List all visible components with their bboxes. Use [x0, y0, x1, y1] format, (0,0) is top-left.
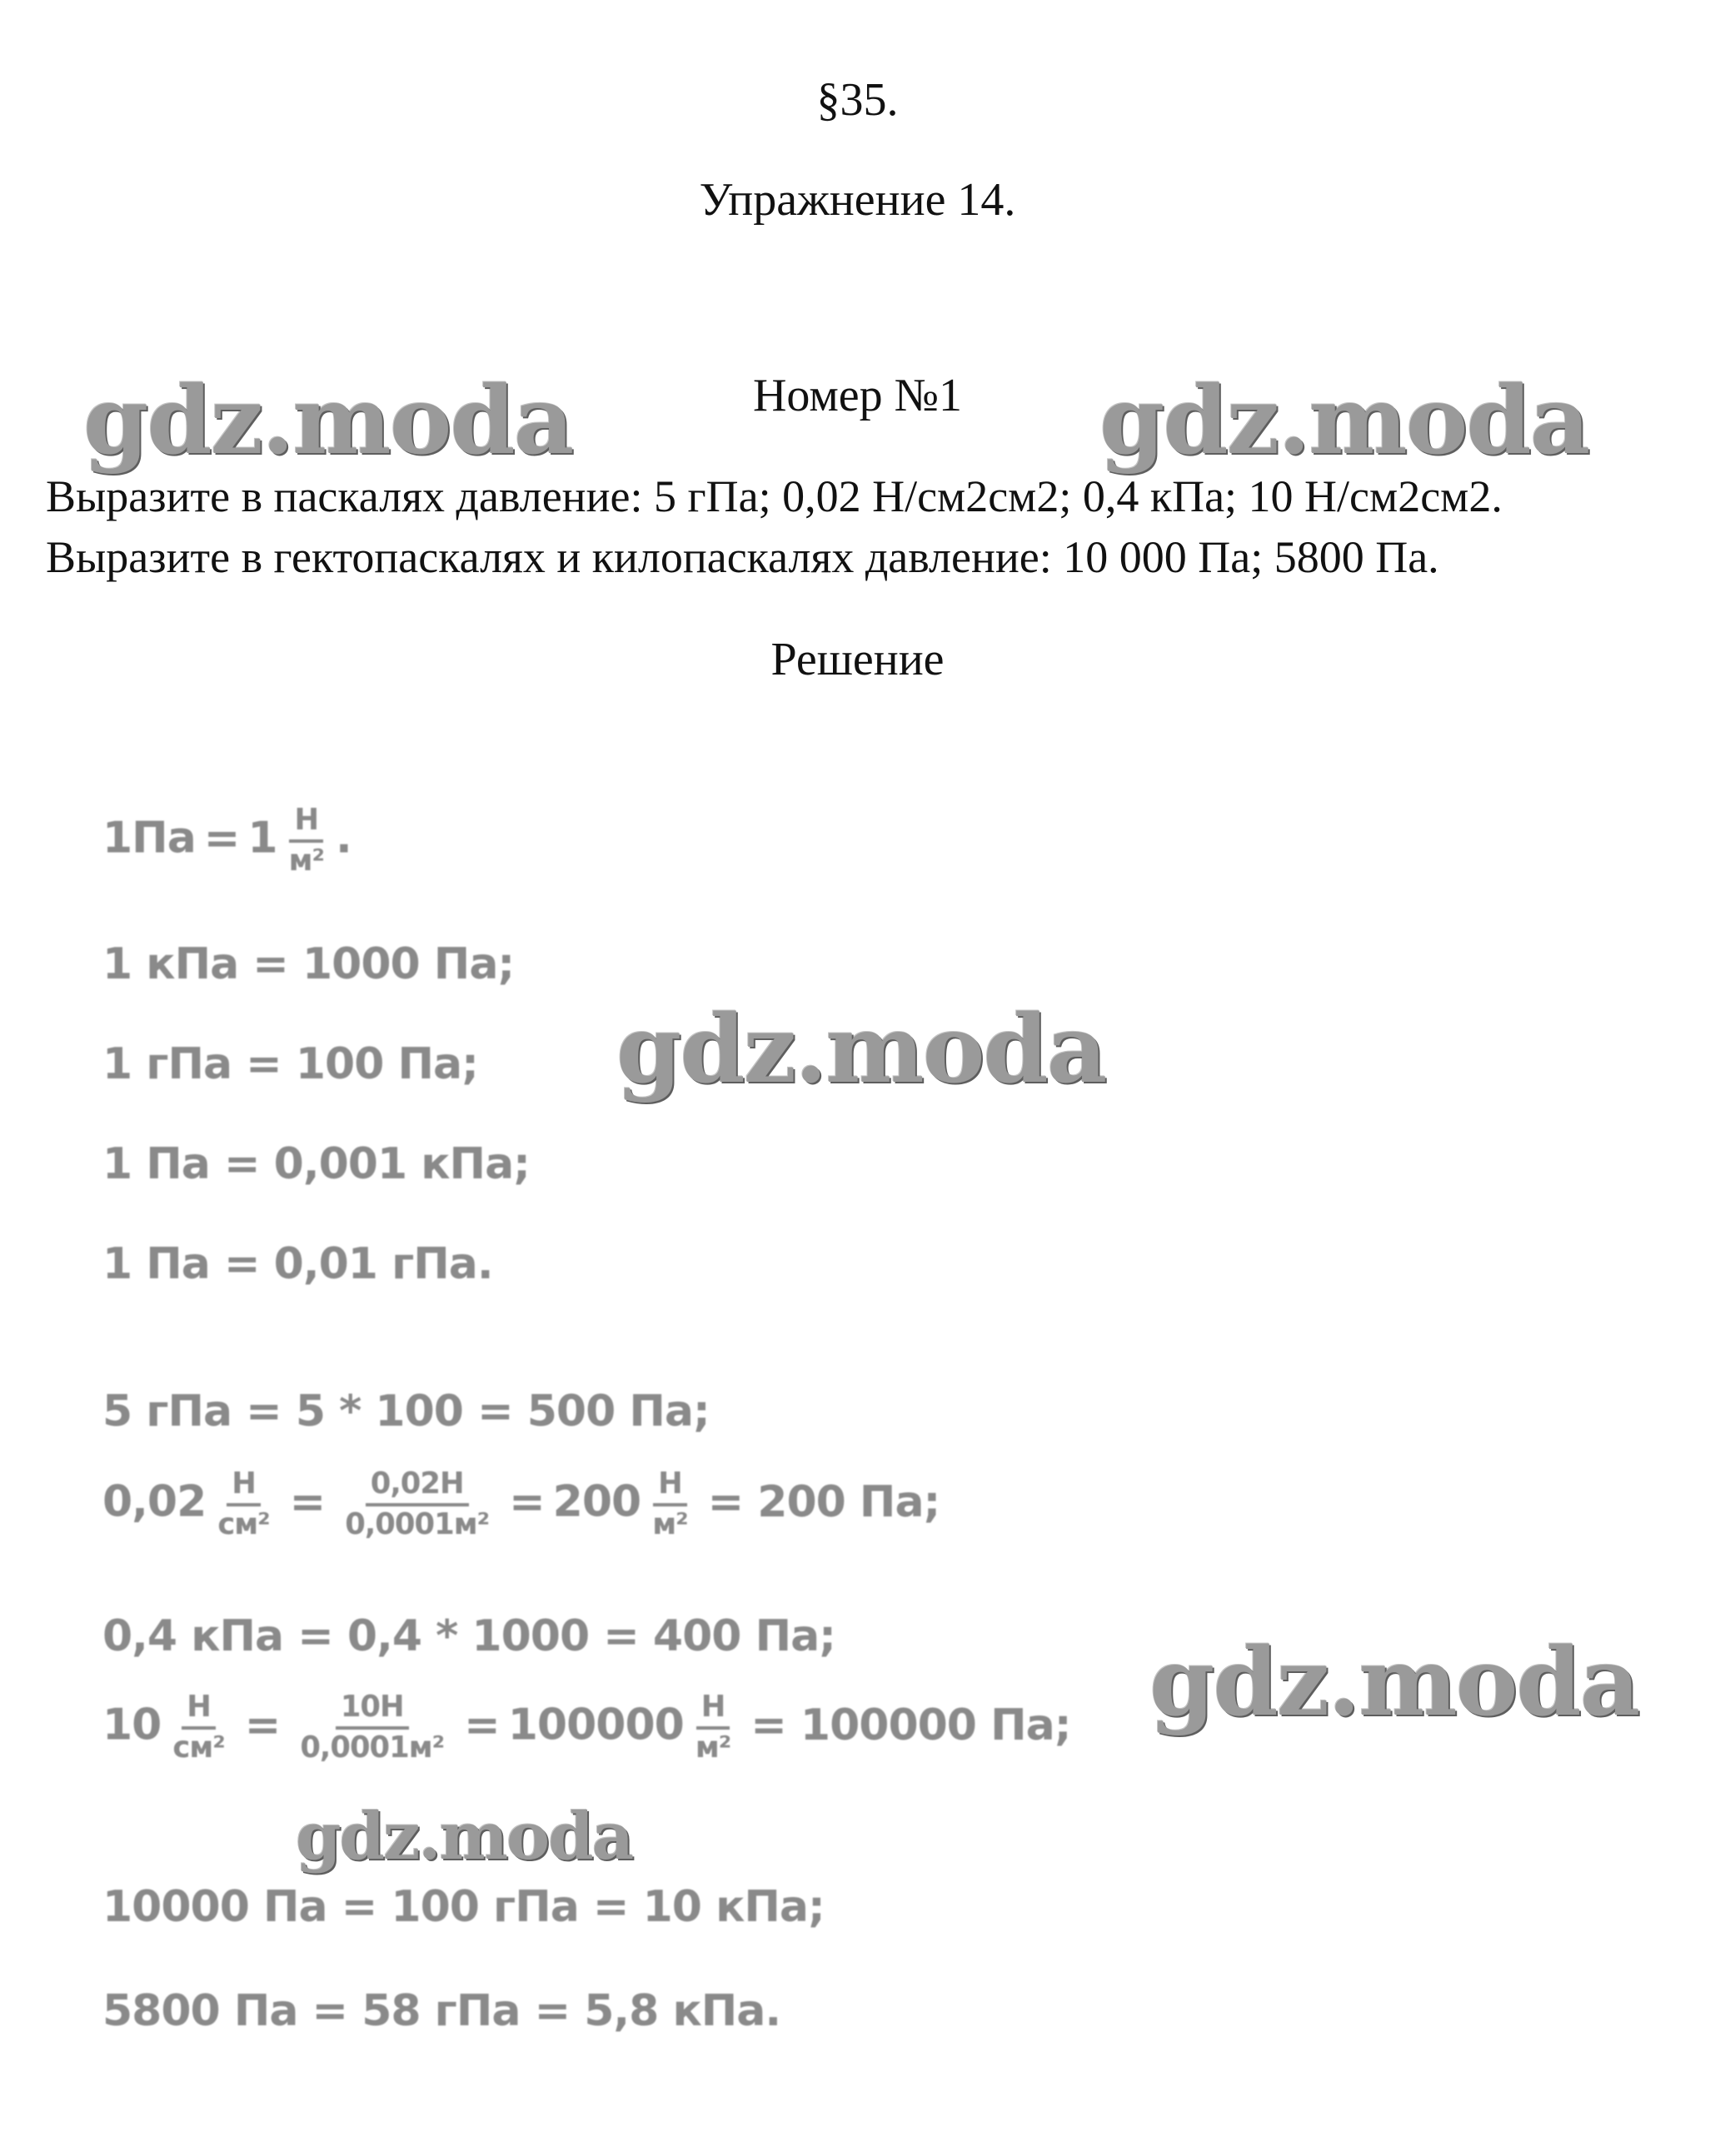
watermark-logo: gdz.moda	[1149, 1628, 1639, 1737]
answer-6: 5800 Па = 58 гПа = 5,8 кПа.	[102, 1986, 781, 2036]
a4-eq2: =	[464, 1700, 500, 1750]
a2-f2-den: 0,0001м²	[345, 1506, 490, 1541]
a2-coef: 0,02	[102, 1476, 207, 1527]
section-title: §35.	[816, 74, 899, 126]
pascal-definition	[102, 804, 351, 878]
a4-tail: = 100000 Па;	[750, 1700, 1071, 1750]
a2-fraction-3	[647, 1467, 692, 1541]
a4-eq1: =	[244, 1700, 281, 1750]
conversion-pa-gpa: 1 Па = 0,01 гПа.	[102, 1239, 493, 1289]
solution-title: Решение	[770, 634, 945, 685]
def-end: .	[335, 813, 351, 864]
def-coef: 1	[247, 813, 277, 864]
a2-mid: 200	[552, 1476, 641, 1527]
a4-f1-den: см²	[172, 1730, 225, 1765]
a4-f3-num: Н	[696, 1690, 730, 1730]
answer-3: 0,4 кПа = 0,4 * 1000 = 400 Па;	[102, 1611, 835, 1661]
a2-tail: = 200 Па;	[707, 1476, 940, 1527]
a2-fraction-1	[212, 1467, 274, 1541]
a4-fraction-3	[690, 1690, 735, 1765]
a4-f1-num: Н	[182, 1690, 216, 1730]
def-fraction	[284, 804, 329, 878]
problem-line-2: Выразите в гектопаскалях и килопаскалях давление: 10 000 Па; 5800 Па.	[46, 532, 1439, 582]
answer-5: 10000 Па = 100 гПа = 10 кПа;	[102, 1882, 825, 1932]
def-den: м²	[288, 843, 324, 878]
a2-eq2: =	[509, 1476, 545, 1527]
watermark-logo: gdz.moda	[296, 1799, 633, 1875]
a2-f2-num: 0,02Н	[366, 1467, 469, 1506]
exercise-title: Упражнение 14.	[699, 174, 1016, 226]
def-left: 1Па	[102, 813, 196, 864]
a2-f3-num: Н	[653, 1467, 687, 1506]
def-num: Н	[289, 804, 323, 843]
a4-f2-num: 10Н	[336, 1690, 409, 1730]
problem-number: Номер №1	[752, 370, 963, 421]
a4-f3-den: м²	[695, 1730, 731, 1765]
answer-4	[102, 1690, 1079, 1765]
a4-fraction-2	[295, 1690, 449, 1765]
conversion-kpa: 1 кПа = 1000 Па;	[102, 939, 515, 989]
a2-f1-den: см²	[217, 1506, 270, 1541]
a2-f3-den: м²	[652, 1506, 688, 1541]
watermark-logo: gdz.moda	[1099, 366, 1589, 476]
a4-coef: 10	[102, 1700, 162, 1750]
watermark-logo: gdz.moda	[616, 995, 1106, 1104]
def-equals: =	[203, 813, 240, 864]
a2-eq1: =	[289, 1476, 326, 1527]
watermark-logo: gdz.moda	[83, 366, 573, 476]
a2-fraction-2	[340, 1467, 494, 1541]
answer-1: 5 гПа = 5 * 100 = 500 Па;	[102, 1387, 710, 1437]
problem-line-1: Выразите в паскалях давление: 5 гПа; 0,02 Н/см2см2; 0,4 кПа; 10 Н/см2см2.	[46, 471, 1503, 521]
answer-2	[102, 1467, 948, 1541]
conversion-gpa: 1 гПа = 100 Па;	[102, 1039, 478, 1089]
conversion-pa-kpa: 1 Па = 0,001 кПа;	[102, 1139, 530, 1189]
a4-fraction-1	[167, 1690, 229, 1765]
a4-f2-den: 0,0001м²	[300, 1730, 445, 1765]
a2-f1-num: Н	[227, 1467, 261, 1506]
a4-mid: 100000	[507, 1700, 684, 1750]
